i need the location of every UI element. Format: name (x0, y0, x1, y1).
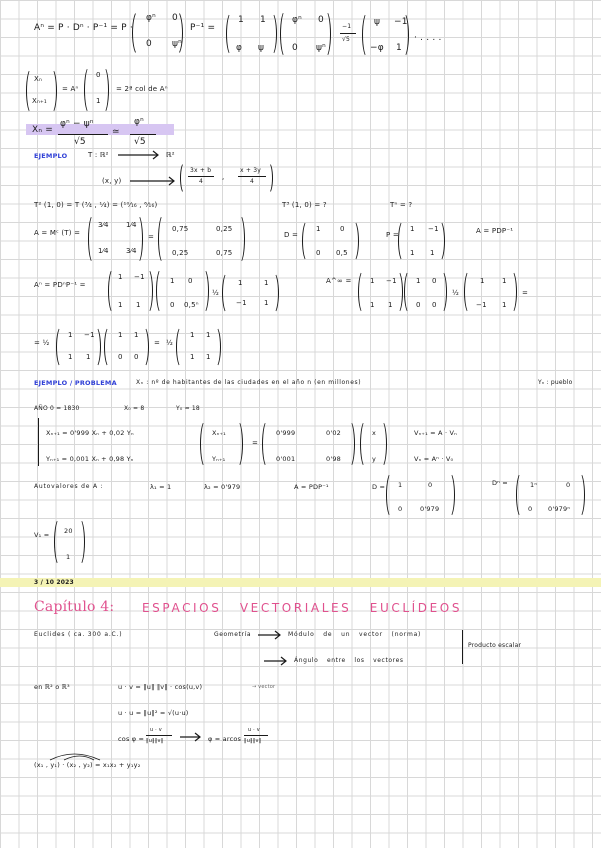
date-divider (0, 578, 601, 587)
y0-value: Y₀ = 18 (176, 405, 200, 412)
matrix-cell: 0 (432, 301, 437, 309)
arrow-icon (118, 150, 162, 160)
equation-x: Xₙ₊₁ = 0'999 Xₙ + 0,02 Yₙ (46, 429, 134, 437)
matrix-cell: 0,75 (172, 225, 189, 233)
year-zero: AÑO 0 = 1830 (34, 405, 80, 412)
image-numerator: x + 3y (240, 167, 261, 174)
matrix-cell: −1 (428, 225, 439, 233)
phi-numerator: u · v (248, 727, 260, 733)
matrix-cell: 1 (238, 279, 243, 287)
fraction-bar (238, 176, 266, 177)
matrix-paren (170, 10, 183, 56)
matrix-cell: 1 (396, 43, 402, 53)
matrix-cell: 0 (134, 353, 139, 361)
matrix-paren (392, 270, 403, 314)
matrix-paren (376, 420, 387, 468)
vector-note: → vector (252, 684, 276, 690)
matrix-paren (210, 326, 221, 368)
matrix-cell: 1 (68, 331, 73, 339)
matrix-cell: 0 (566, 481, 571, 489)
matrix-cell: 0'001 (276, 455, 296, 463)
matrix-cell: 0'979 (420, 505, 440, 513)
matrix-cell: 0 (188, 277, 193, 285)
vector-entry: 20 (64, 527, 73, 535)
matrix-paren (232, 420, 243, 468)
image-numerator: 3x + b (190, 167, 212, 174)
map-codomain: ℝ² (166, 151, 175, 159)
t-n-expr: Tⁿ = ? (390, 201, 413, 209)
matrix-paren (90, 326, 101, 368)
approx-sign: ≃ (112, 127, 120, 137)
matrix-cell: 0 (528, 505, 533, 513)
matrix-paren (138, 326, 149, 368)
matrix-cell: 0,25 (172, 249, 189, 257)
matrix-paren (264, 162, 273, 194)
matrix-cell: 1 (86, 353, 91, 361)
matrix-cell: 0 (318, 15, 324, 25)
equals: = (522, 289, 529, 297)
module-label: Módulo de un vector (norma) (288, 631, 422, 638)
vector-entry: y (372, 455, 377, 463)
matrix-paren (280, 10, 291, 58)
cos-numerator: u · v (150, 727, 162, 733)
matrix-cell: −1 (476, 301, 487, 309)
angle-label: Ángulo entre los vectores (294, 657, 404, 664)
matrix-cell: 3⁄4 (126, 247, 137, 255)
matrix-cell: 0 (170, 301, 175, 309)
matrix-cell: 1 (410, 225, 415, 233)
matrix-cell: ψ (258, 43, 265, 53)
matrix-cell: 0 (340, 225, 345, 233)
matrix-paren (398, 12, 409, 58)
arrow-icon (258, 630, 284, 640)
vector-entry: Xₙ (34, 75, 42, 83)
half-factor: ½ (212, 289, 219, 297)
matrix-cell: 1 (118, 273, 123, 281)
a-infinity: A^∞ = (326, 277, 352, 285)
matrix-paren (386, 472, 397, 518)
matrix-paren (142, 268, 153, 314)
xn-definition: Xₙ : nº de habitantes de las ciudades en el año n (en millones) (136, 379, 362, 386)
d-definition: D = (284, 231, 299, 239)
matrix-cell: 0 (316, 249, 321, 257)
vector-entry: x (372, 429, 377, 437)
matrix-cell: φⁿ (292, 15, 302, 25)
matrix-paren (132, 10, 145, 56)
half-factor: ½ (166, 339, 173, 347)
matrix-cell: 0 (432, 277, 437, 285)
geometry-label: Geometría (214, 631, 252, 638)
matrix-cell: 1 (170, 277, 175, 285)
d-definition: D = (372, 483, 386, 491)
a-pdp-note: A = PDP⁻¹ (294, 483, 329, 491)
matrix-cell: 1 (190, 353, 195, 361)
matrix-cell: 0'98 (326, 455, 341, 463)
image-denominator: 4 (199, 178, 204, 185)
matrix-cell: 1 (430, 249, 435, 257)
matrix-paren (360, 420, 371, 468)
half-product: = ½ (34, 339, 50, 347)
vector-entry: 1 (66, 553, 71, 561)
arrow-icon (264, 656, 290, 666)
vector-entry: 0 (96, 71, 101, 79)
matrix-paren (104, 326, 115, 368)
v1-label: V₁ = (34, 531, 50, 539)
an-definition: Aⁿ = P · Dⁿ · P⁻¹ = P · (34, 23, 133, 33)
eigenvalues-label: Autovalores de A : (34, 483, 104, 490)
phi-label: φ = arcos (208, 735, 242, 743)
fraction-bar (58, 134, 108, 135)
matrix-cell: 1 (502, 301, 507, 309)
matrix-cell: 1 (190, 331, 195, 339)
matrix-cell: 0'979ⁿ (548, 505, 571, 513)
matrix-paren (74, 518, 85, 566)
matrix-cell: φⁿ (146, 13, 156, 23)
vector-entry: Yₙ₊₁ (212, 455, 226, 463)
arrow-icon (130, 176, 178, 186)
a-definition: A = Mᶜ (T) = (34, 229, 81, 237)
binet-denominator: √5 (74, 137, 86, 147)
matrix-cell: 0 (118, 353, 123, 361)
system-brace (38, 418, 39, 466)
equals: = (148, 233, 155, 241)
matrix-paren (266, 12, 277, 56)
fraction-bar (340, 33, 356, 34)
matrix-cell: 0 (428, 481, 433, 489)
a-pdp-note: A = PDP⁻¹ (476, 227, 514, 235)
image-denominator: 4 (250, 178, 255, 185)
section-heading: EJEMPLO / PROBLEMA (34, 379, 117, 387)
fraction-bar (146, 735, 172, 736)
euclides-line: Euclides ( ca. 300 a.C.) (34, 631, 123, 638)
equals: = (154, 339, 161, 347)
map-argument: (x, y) (102, 177, 122, 185)
matrix-cell: 1 (260, 15, 266, 25)
yn-definition: Yₙ : pueblo (538, 379, 573, 386)
matrix-cell: 1⁄4 (98, 247, 109, 255)
fraction-bar (130, 134, 156, 135)
matrix-cell: −1 (386, 277, 397, 285)
p-inverse-eq: P⁻¹ = (190, 23, 216, 33)
matrix-paren (434, 220, 445, 262)
vector-entry: 1 (96, 97, 101, 105)
binet-numerator: φⁿ (134, 117, 144, 127)
matrix-cell: 3⁄4 (98, 221, 109, 229)
matrix-paren (176, 326, 187, 368)
matrix-paren (180, 162, 189, 194)
matrix-paren (516, 472, 527, 518)
equals-an: = Aⁿ (62, 85, 79, 93)
binet-numerator: φⁿ − ψⁿ (60, 119, 94, 129)
matrix-paren (234, 214, 245, 264)
matrix-paren (404, 270, 415, 314)
second-column-note: = 2ª col de Aⁿ (116, 85, 168, 93)
matrix-cell: 1 (68, 353, 73, 361)
half-factor: ½ (452, 289, 459, 297)
matrix-paren (574, 472, 585, 518)
matrix-paren (198, 268, 209, 314)
matrix-cell: 1 (118, 331, 123, 339)
matrix-paren (436, 270, 447, 314)
vector-entry: Xₙ₊₁ (212, 429, 226, 437)
equals: = (252, 439, 259, 447)
equation-y: Yₙ₊₁ = 0,001 Xₙ + 0,98 Yₙ (46, 455, 134, 463)
date-label: 3 / 10 2023 (34, 579, 74, 586)
fraction-denominator: √5 (342, 36, 351, 43)
chapter-title: ESPACIOS VECTORIALES EUCLÍDEOS (142, 601, 463, 615)
matrix-paren (54, 518, 65, 566)
cos-label: cos φ = (118, 735, 145, 743)
matrix-cell: 1 (370, 301, 375, 309)
continuation-dots: · . . . . (414, 33, 442, 43)
matrix-cell: −1 (84, 331, 95, 339)
matrix-cell: 0 (398, 505, 403, 513)
fraction-bar (188, 176, 214, 177)
matrix-cell: φ (236, 43, 243, 53)
matrix-cell: 1 (410, 249, 415, 257)
an-expansion: Aⁿ = PDⁿP⁻¹ = (34, 281, 86, 289)
matrix-paren (262, 420, 273, 468)
matrix-cell: −1 (236, 299, 247, 307)
matrix-paren (506, 270, 517, 314)
lambda-1: λ₁ = 1 (150, 483, 172, 491)
matrix-cell: 0'02 (326, 429, 341, 437)
phi-denominator: ‖u‖‖v‖ (244, 738, 262, 744)
p-definition: P = (386, 231, 399, 239)
matrix-cell: ψ (374, 17, 381, 27)
matrix-cell: 1 (134, 331, 139, 339)
t-cubed-expr: T³ (1, 0) = ? (282, 201, 327, 209)
matrix-cell: 1 (238, 15, 244, 25)
matrix-cell: 0 (146, 39, 152, 49)
matrix-cell: 1 (370, 277, 375, 285)
matrix-paren (464, 270, 475, 314)
matrix-cell: 0 (172, 13, 178, 23)
matrix-cell: 1⁄4 (126, 221, 137, 229)
vector-entry: Xₙ₊₁ (32, 97, 47, 105)
matrix-paren (302, 220, 313, 262)
matrix-paren (84, 66, 95, 114)
matrix-paren (348, 220, 359, 262)
matrix-paren (320, 10, 331, 58)
dot-product-formula: u · v = ‖u‖ ‖v‖ · cos(u,v) (118, 683, 203, 691)
lambda-2: λ₂ = 0'979 (204, 483, 241, 491)
matrix-cell: 1 (118, 301, 123, 309)
matrix-cell: 1 (206, 331, 211, 339)
arrow-icon (180, 732, 204, 742)
matrix-cell: 0'999 (276, 429, 296, 437)
matrix-cell: 1 (264, 279, 269, 287)
dn-definition: Dⁿ = (492, 479, 508, 487)
matrix-paren (398, 220, 409, 262)
matrix-paren (444, 472, 455, 518)
x0-value: X₀ = 8 (124, 405, 145, 412)
matrix-cell: 1 (136, 301, 141, 309)
fraction-bar (244, 735, 268, 736)
matrix-cell: 0,5 (336, 249, 348, 257)
matrix-paren (132, 214, 143, 264)
matrix-paren (46, 68, 57, 114)
scalar-product-label: Producto escalar (468, 642, 522, 649)
matrix-cell: 1 (206, 353, 211, 361)
binet-lhs: Xₙ = (32, 125, 53, 135)
matrix-paren (98, 66, 109, 114)
bracket-line (462, 630, 463, 664)
binet-denominator: √5 (134, 137, 146, 147)
matrix-cell: 1 (264, 299, 269, 307)
matrix-cell: 1 (398, 481, 403, 489)
matrix-paren (268, 272, 279, 314)
space-label: en ℝ² o ℝ³ (34, 683, 70, 691)
matrix-cell: −1 (134, 273, 145, 281)
matrix-cell: 1 (480, 277, 485, 285)
matrix-paren (158, 214, 169, 264)
matrix-cell: 0,5ⁿ (184, 301, 199, 309)
matrix-paren (200, 420, 211, 468)
matrix-cell: −1 (394, 17, 408, 27)
matrix-paren (358, 270, 369, 314)
t-squared-expr: T² (1, 0) = T (³⁄₄ , ¹⁄₄) = (¹⁰⁄₁₆ , ⁶⁄₁₆) (34, 201, 158, 209)
matrix-cell: 0,25 (216, 225, 233, 233)
coordinate-dot-product: (x₁ , y₁) · (x₂ , y₂) = x₁x₂ + y₁y₂ (34, 761, 141, 769)
matrix-cell: 0 (292, 43, 298, 53)
norm-formula: u · u = ‖u‖² = √(u·u) (118, 709, 189, 717)
map-domain: T : ℝ² (88, 151, 109, 159)
matrix-cell: 0,75 (216, 249, 233, 257)
matrix-cell: ψⁿ (172, 39, 182, 49)
matrix-cell: 1ⁿ (530, 481, 538, 489)
matrix-cell: 1 (316, 225, 321, 233)
matrix-cell: 1 (502, 277, 507, 285)
matrix-cell: 1 (416, 277, 421, 285)
chapter-prefix: Capítulo 4: (34, 599, 115, 615)
matrix-cell: 0 (416, 301, 421, 309)
matrix-cell: −φ (370, 43, 384, 53)
matrix-cell: ψⁿ (316, 43, 326, 53)
recurrence-vn: Vₙ = Aⁿ · V₀ (414, 455, 454, 463)
matrix-cell: 1 (388, 301, 393, 309)
section-heading: EJEMPLO (34, 152, 68, 160)
matrix-paren (344, 420, 355, 468)
matrix-paren (156, 268, 167, 314)
comma: , (222, 173, 225, 181)
matrix-paren (222, 272, 233, 314)
recurrence-vn1: Vₙ₊₁ = A · Vₙ (414, 429, 457, 437)
cos-denominator: ‖u‖‖v‖ (146, 738, 164, 744)
matrix-paren (56, 326, 67, 368)
fraction-numerator: −1 (342, 23, 352, 30)
